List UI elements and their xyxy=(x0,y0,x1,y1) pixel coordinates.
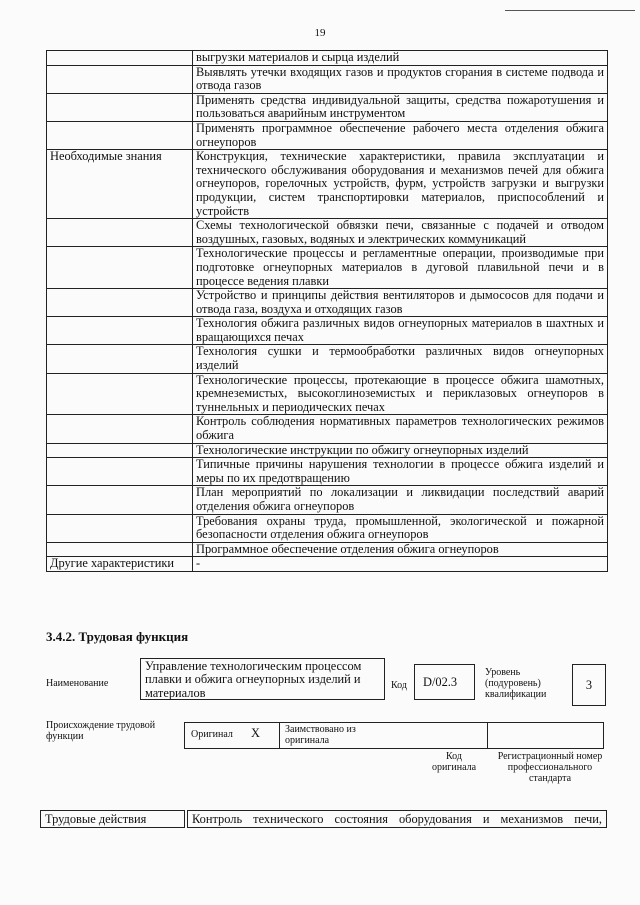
row-label xyxy=(47,219,193,247)
table-row xyxy=(47,317,608,345)
table-row xyxy=(47,415,608,443)
borrowed-label: Заимствовано из оригинала xyxy=(285,724,356,746)
row-label xyxy=(47,247,193,289)
action-word: механизмов xyxy=(500,812,564,826)
action-word: состояния xyxy=(334,812,388,826)
action-word: Контроль xyxy=(192,812,243,826)
level-box xyxy=(572,664,606,706)
original-mark: X xyxy=(251,726,260,740)
knowledge-skills-table xyxy=(46,50,608,572)
origin-label: Происхождение трудовой функции xyxy=(46,720,156,742)
actions-label xyxy=(40,810,185,828)
row-label xyxy=(47,51,193,66)
row-text: Технология обжига различных видов огнеупорных материалов в шахтных и вращающихся печах xyxy=(193,317,608,345)
name-label: Наименование xyxy=(46,678,109,689)
table-row xyxy=(47,373,608,415)
row-label xyxy=(47,289,193,317)
row-label: Другие характеристики xyxy=(47,557,193,572)
row-label xyxy=(47,443,193,458)
row-text: Технология сушки и термообработки различных видов огнеупорных изделий xyxy=(193,345,608,373)
row-text: План мероприятий по локализации и ликвидации последствий аварий отделения обжига огнеупоров xyxy=(193,486,608,514)
origin-row xyxy=(184,722,604,749)
table-row xyxy=(47,458,608,486)
row-label xyxy=(47,415,193,443)
row-label xyxy=(47,458,193,486)
row-label: Необходимые знания xyxy=(47,150,193,219)
row-label xyxy=(47,373,193,415)
row-label xyxy=(47,65,193,93)
table-row xyxy=(47,514,608,542)
action-word: и xyxy=(482,812,490,826)
row-text: Технологические инструкции по обжигу огнеупорных изделий xyxy=(193,443,608,458)
table-row xyxy=(47,51,608,66)
actions-label-text: Трудовые действия xyxy=(45,812,147,826)
page-number: 19 xyxy=(314,27,326,39)
row-text: выгрузки материалов и сырца изделий xyxy=(193,51,608,66)
row-label xyxy=(47,542,193,557)
row-text: Требования охраны труда, промышленной, экологической и пожарной безопасности отделения обжига огнеупоров xyxy=(193,514,608,542)
row-label xyxy=(47,345,193,373)
row-text: Программное обеспечение отделения обжига огнеупоров xyxy=(193,542,608,557)
table-row xyxy=(47,93,608,121)
header-rule xyxy=(505,10,635,11)
code-label: Код xyxy=(391,680,407,691)
action-word: оборудования xyxy=(398,812,472,826)
code-value: D/02.3 xyxy=(423,675,458,689)
row-text: Выявлять утечки входящих газов и продуктов сгорания в системе подвода и отвода газов xyxy=(193,65,608,93)
row-text: Применять средства индивидуальной защиты, средства пожаротушения и пользоваться аварийным инструментом xyxy=(193,93,608,121)
row-label xyxy=(47,514,193,542)
row-text: Контроль соблюдения нормативных параметров технологических режимов обжига xyxy=(193,415,608,443)
level-label: Уровень (подуровень) квалификации xyxy=(485,667,547,700)
action-word: печи, xyxy=(574,812,602,826)
table-row xyxy=(47,542,608,557)
row-text: Типичные причины нарушения технологии в процессе обжига изделий и меры по их предотвращению xyxy=(193,458,608,486)
row-text: Конструкция, технические характеристики, правила эксплуатации и технического обслуживания оборудования и механизмов печей для обжига огнеупоров, горелочных устройств, фурм, устройств загрузки и выгрузки продукции, систем транспортировки материалов, приспособлений и устройств xyxy=(193,150,608,219)
actions-text-cell xyxy=(187,810,607,828)
row-text: Технологические процессы и регламентные операции, производимые при подготовке огнеупорных материалов в дуговой плавильной печи и в процессе ведения плавки xyxy=(193,247,608,289)
row-text: Применять программное обеспечение рабочего места отделения обжига огнеупоров xyxy=(193,121,608,149)
table-row xyxy=(47,289,608,317)
table-row xyxy=(47,443,608,458)
table-row xyxy=(47,121,608,149)
row-label xyxy=(47,486,193,514)
row-text: Технологические процессы, протекающие в процессе обжига шамотных, кремнеземистых, высокоглиноземистых и периклазовых огнеупоров в туннельных и периодических печах xyxy=(193,373,608,415)
reg-number-caption: Регистрационный номер профессионального стандарта xyxy=(497,751,603,784)
actions-text xyxy=(192,811,602,827)
row-text: Устройство и принципы действия вентиляторов и дымососов для подачи и отвода газа, воздуха и отходящих газов xyxy=(193,289,608,317)
row-text: Схемы технологической обвязки печи, связанные с подачей и отводом воздушных, газовых, водяных и электрических коммуникаций xyxy=(193,219,608,247)
table-row xyxy=(47,345,608,373)
table-row xyxy=(47,219,608,247)
function-name-value: Управление технологическим процессом плавки и обжига огнеупорных изделий и материалов xyxy=(145,659,362,700)
table-row xyxy=(47,65,608,93)
table-row xyxy=(47,247,608,289)
row-label xyxy=(47,317,193,345)
code-box xyxy=(414,664,475,700)
row-label xyxy=(47,121,193,149)
table-row xyxy=(47,557,608,572)
section-heading: 3.4.2. Трудовая функция xyxy=(46,629,189,644)
row-text: - xyxy=(193,557,608,572)
action-word: технического xyxy=(253,812,324,826)
table-row xyxy=(47,150,608,219)
function-name-box xyxy=(140,658,385,700)
code-original-caption: Код оригинала xyxy=(431,751,477,773)
level-value: 3 xyxy=(585,678,593,692)
table-row xyxy=(47,486,608,514)
row-label xyxy=(47,93,193,121)
original-label: Оригинал xyxy=(191,729,233,740)
